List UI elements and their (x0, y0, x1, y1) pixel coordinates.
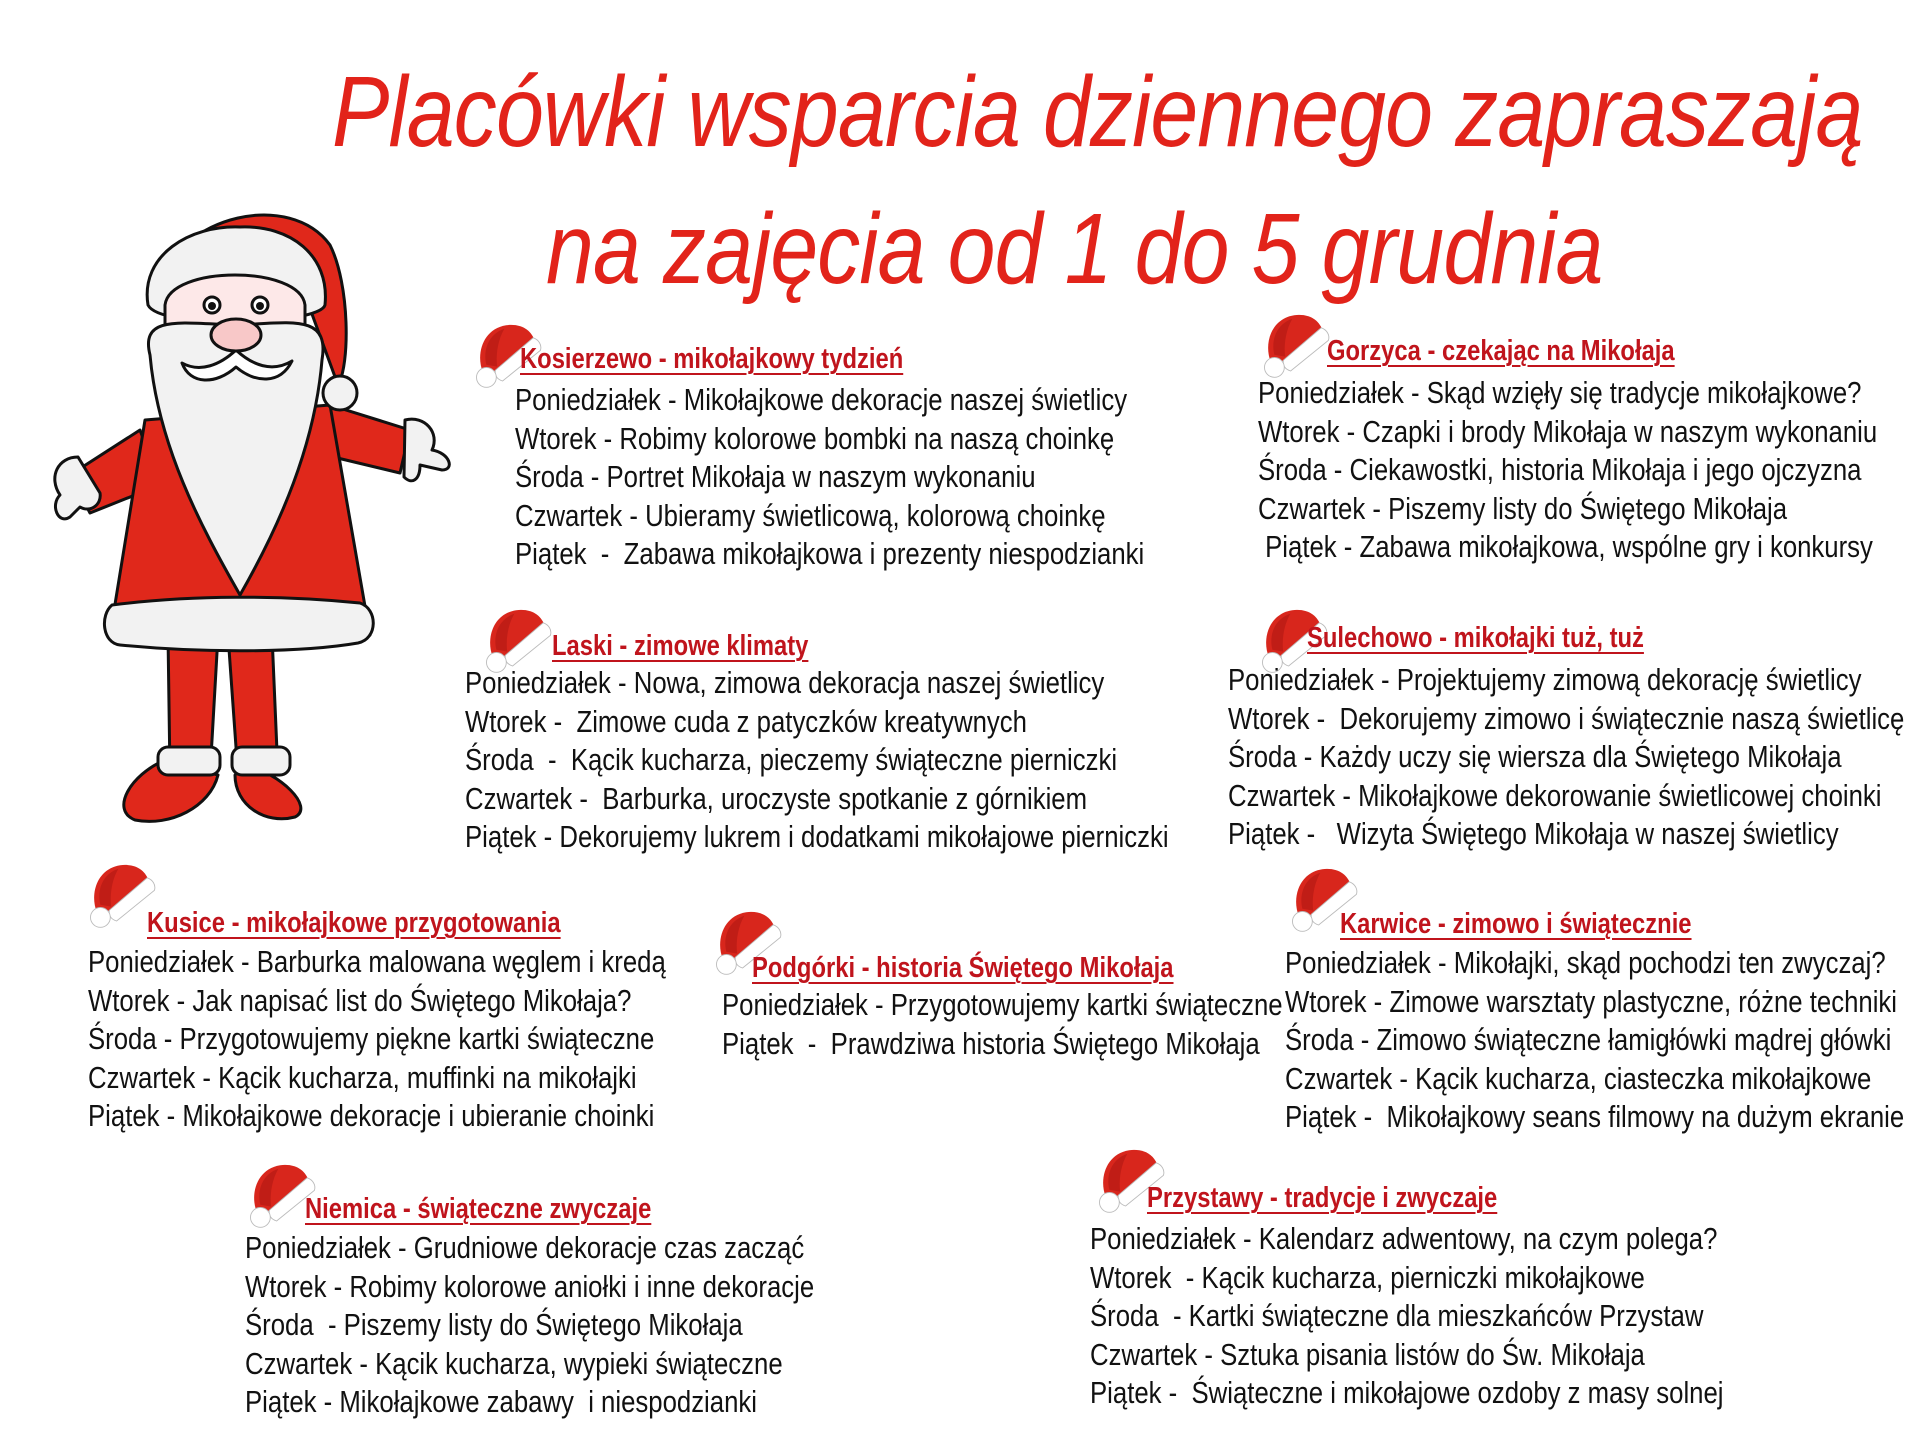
activity-thursday: Czwartek - Kącik kucharza, ciasteczka mikołajkowe (1285, 1060, 1872, 1096)
section-heading: Kusice - mikołajkowe przygotowania (147, 907, 561, 939)
activity-thursday: Czwartek - Barburka, uroczyste spotkanie z górnikiem (465, 780, 1088, 816)
section-heading: Karwice - zimowo i świątecznie (1340, 908, 1692, 940)
activity-friday: Piątek - Mikołajkowy seans filmowy na dużym ekranie (1285, 1099, 1905, 1134)
activity-monday: Poniedziałek - Projektujemy zimową dekorację świetlicy (1228, 662, 1862, 697)
activity-tuesday: Wtorek - Jak napisać list do Świętego Mikołaja? (88, 982, 632, 1018)
activity-friday: Piątek - Mikołajkowe zabawy i niespodzianki (245, 1384, 757, 1419)
activity-thursday: Czwartek - Ubieramy świetlicową, kolorową choinkę (515, 497, 1106, 533)
activity-thursday: Czwartek - Sztuka pisania listów do Św. Mikołaja (1090, 1336, 1645, 1372)
santa-hat-icon (1260, 308, 1332, 380)
activity-friday: Piątek - Zabawa mikołajkowa, wspólne gry i konkursy (1258, 529, 1873, 564)
activity-monday: Poniedziałek - Kalendarz adwentowy, na czym polega? (1090, 1221, 1718, 1256)
activity-thursday: Czwartek - Kącik kucharza, wypieki świąteczne (245, 1345, 783, 1381)
page-title-line-2: na zajęcia od 1 do 5 grudnia (546, 193, 1603, 305)
section-heading: Przystawy - tradycje i zwyczaje (1147, 1182, 1498, 1214)
activity-friday: Piątek - Dekorujemy lukrem i dodatkami mikołajowe pierniczki (465, 819, 1169, 854)
activity-list (1228, 661, 1904, 854)
activity-monday: Poniedziałek - Mikołajkowe dekoracje naszej świetlicy (515, 382, 1128, 417)
activity-friday: Piątek - Zabawa mikołajkowa i prezenty niespodzianki (515, 536, 1145, 571)
activity-thursday: Czwartek - Piszemy listy do Świętego Mikołaja (1258, 490, 1788, 526)
activity-wednesday: Środa - Zimowo świąteczne łamigłówki mądrej główki (1285, 1022, 1892, 1057)
activity-monday: Poniedziałek - Nowa, zimowa dekoracja naszej świetlicy (465, 665, 1105, 700)
activity-friday: Piątek - Świąteczne i mikołajowe ozdoby z masy solnej (1090, 1375, 1724, 1410)
activity-tuesday: Wtorek - Czapki i brody Mikołaja w naszym wykonaniu (1258, 413, 1878, 449)
activity-wednesday: Środa - Kącik kucharza, pieczemy świąteczne pierniczki (465, 742, 1118, 777)
section-heading: Niemica - świąteczne zwyczaje (305, 1193, 652, 1225)
page-title-line-1: Placówki wsparcia dziennego zapraszają (332, 56, 1863, 168)
activity-list (1285, 944, 1904, 1137)
activity-wednesday: Środa - Kartki świąteczne dla mieszkańców Przystaw (1090, 1298, 1704, 1333)
activity-list (88, 943, 666, 1136)
activity-monday: Poniedziałek - Barburka malowana węglem i kredą (88, 944, 666, 979)
activity-wednesday: Środa - Każdy uczy się wiersza dla Świętego Mikołaja (1228, 739, 1842, 774)
activity-wednesday: Środa - Przygotowujemy piękne kartki świąteczne (88, 1021, 655, 1056)
activity-monday: Poniedziałek - Skąd wzięły się tradycje mikołajkowe? (1258, 375, 1862, 410)
santa-claus-icon (40, 195, 465, 825)
activity-tuesday: Wtorek - Zimowe cuda z patyczków kreatywnych (465, 703, 1027, 739)
activity-list (515, 381, 1144, 574)
activity-friday: Piątek - Wizyta Świętego Mikołaja w naszej świetlicy (1228, 816, 1839, 851)
activity-tuesday: Wtorek - Robimy kolorowe bombki na naszą choinkę (515, 420, 1115, 456)
activity-monday: Poniedziałek - Przygotowujemy kartki świąteczne (722, 987, 1283, 1022)
section-heading: Podgórki - historia Świętego Mikołaja (752, 952, 1174, 984)
activity-monday: Poniedziałek - Grudniowe dekoracje czas zacząć (245, 1230, 805, 1265)
activity-friday: Piątek - Mikołajkowe dekoracje i ubieranie choinki (88, 1098, 655, 1133)
activity-wednesday: Środa - Portret Mikołaja w naszym wykonaniu (515, 459, 1036, 494)
activity-wednesday: Środa - Ciekawostki, historia Mikołaja i jego ojczyzna (1258, 452, 1862, 487)
activity-friday: Piątek - Prawdziwa historia Świętego Mikołaja (722, 1025, 1260, 1061)
section-heading: Kosierzewo - mikołajkowy tydzień (520, 343, 904, 375)
activity-list (1258, 374, 1877, 567)
activity-tuesday: Wtorek - Dekorujemy zimowo i świątecznie naszą świetlicę (1228, 700, 1905, 736)
section-heading: Laski - zimowe klimaty (552, 630, 809, 662)
activity-thursday: Czwartek - Mikołajkowe dekorowanie świetlicowej choinki (1228, 777, 1882, 813)
activity-tuesday: Wtorek - Zimowe warsztaty plastyczne, różne techniki (1285, 983, 1897, 1019)
section-heading: Gorzyca - czekając na Mikołaja (1327, 335, 1675, 367)
activity-list (465, 664, 1169, 857)
activity-monday: Poniedziałek - Mikołajki, skąd pochodzi ten zwyczaj? (1285, 945, 1886, 980)
activity-wednesday: Środa - Piszemy listy do Świętego Mikołaja (245, 1307, 743, 1342)
activity-list (245, 1229, 814, 1422)
activity-thursday: Czwartek - Kącik kucharza, muffinki na mikołajki (88, 1059, 637, 1095)
activity-tuesday: Wtorek - Kącik kucharza, pierniczki mikołajkowe (1090, 1259, 1645, 1295)
activity-tuesday: Wtorek - Robimy kolorowe aniołki i inne dekoracje (245, 1268, 815, 1304)
activity-list (722, 986, 1283, 1063)
activity-list (1090, 1220, 1724, 1413)
section-heading: Sulechowo - mikołajki tuż, tuż (1307, 622, 1644, 654)
